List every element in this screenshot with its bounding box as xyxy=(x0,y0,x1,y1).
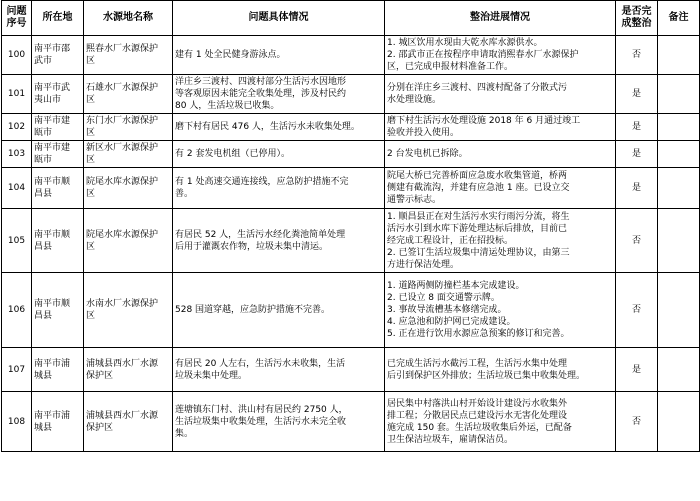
remarks-cell xyxy=(658,141,700,168)
issue-details-cell: 建有 1 处全民健身游泳点。 xyxy=(173,36,385,75)
header-completed: 是否完 成整治 xyxy=(616,1,658,36)
water-source-cell: 石雄水厂水源保护 区 xyxy=(84,75,173,114)
issue-number-cell: 103 xyxy=(2,141,32,168)
water-source-cell: 熙春水厂水源保护 区 xyxy=(84,36,173,75)
table-row xyxy=(2,209,700,273)
completed-cell: 否 xyxy=(616,273,658,348)
issue-details-cell: 莲塘镇东门村、洪山村有居民约 2750 人， 生活垃圾集中收集处理，生活污水未完全收 集。 xyxy=(173,392,385,452)
header-water-source: 水源地名称 xyxy=(84,1,173,36)
table-row xyxy=(2,392,700,452)
location-cell: 南平市顺 昌县 xyxy=(32,209,84,273)
water-source-cell: 院尾水库水源保护 区 xyxy=(84,168,173,209)
rectification-table xyxy=(1,0,700,452)
issue-number-cell: 107 xyxy=(2,348,32,392)
water-source-cell: 新区水厂水源保护 区 xyxy=(84,141,173,168)
issue-details-cell: 洋庄乡三渡村、四渡村部分生活污水因地形 等客观原因未能完全收集处理，涉及村民约 80 人，生活垃圾已收集。 xyxy=(173,75,385,114)
remarks-cell xyxy=(658,392,700,452)
remarks-cell xyxy=(658,209,700,273)
issue-details-cell: 528 国道穿越，应急防护措施不完善。 xyxy=(173,273,385,348)
remarks-cell xyxy=(658,36,700,75)
location-cell: 南平市武 夷山市 xyxy=(32,75,84,114)
issue-number-cell: 104 xyxy=(2,168,32,209)
completed-cell: 否 xyxy=(616,392,658,452)
issue-details-cell: 有 1 处高速交通连接线，应急防护措施不完 善。 xyxy=(173,168,385,209)
table-row xyxy=(2,348,700,392)
table-row xyxy=(2,168,700,209)
table-row xyxy=(2,75,700,114)
water-source-cell: 东门水厂水源保护 区 xyxy=(84,114,173,141)
issue-details-cell: 磨下村有居民 476 人，生活污水未收集处理。 xyxy=(173,114,385,141)
progress-cell: 1. 城区饮用水现由大乾水库水源供水。 2. 邵武市正在按程序申请取消熙春水厂水源保护 区，已完成申报材料准备工作。 xyxy=(385,36,616,75)
header-issue-details: 问题具体情况 xyxy=(173,1,385,36)
remarks-cell xyxy=(658,348,700,392)
water-source-cell: 浦城县西水厂水源 保护区 xyxy=(84,348,173,392)
table-row xyxy=(2,114,700,141)
issue-number-cell: 102 xyxy=(2,114,32,141)
issue-number-cell: 108 xyxy=(2,392,32,452)
water-source-cell: 浦城县西水厂水源 保护区 xyxy=(84,392,173,452)
progress-cell: 2 台发电机已拆除。 xyxy=(385,141,616,168)
location-cell: 南平市顺 昌县 xyxy=(32,273,84,348)
issue-details-cell: 有居民 20 人左右，生活污水未收集，生活 垃圾未集中处理。 xyxy=(173,348,385,392)
progress-cell: 居民集中村落洪山村开始设计建设污水收集外 排工程；分散居民点已建设污水无害化处理设 施完成 150 套。生活垃圾收集后外运，已配备 卫生保洁垃圾车，雇请保洁员。 xyxy=(385,392,616,452)
progress-cell: 1. 道路两侧防撞栏基本完成建设。 2. 已设立 8 面交通警示牌。 3. 事故导流槽基本修缮完成。 4. 应急池和防护网已完成建设。 5. 正在进行饮用水源应急预案的修订和完善。 xyxy=(385,273,616,348)
header-issue-number: 问题 序号 xyxy=(2,1,32,36)
header-remarks: 备注 xyxy=(658,1,700,36)
completed-cell: 是 xyxy=(616,114,658,141)
header-row xyxy=(2,1,700,36)
issue-number-cell: 106 xyxy=(2,273,32,348)
progress-cell: 1. 顺昌县正在对生活污水实行雨污分流，将生 活污水引到水库下游处理达标后排放，目前已 经完成工程设计，正在招投标。 2. 已签订生活垃圾集中清运处理协议，由第三 方进行保洁处理。 xyxy=(385,209,616,273)
location-cell: 南平市邵 武市 xyxy=(32,36,84,75)
issue-number-cell: 105 xyxy=(2,209,32,273)
remarks-cell xyxy=(658,168,700,209)
completed-cell: 是 xyxy=(616,348,658,392)
header-progress: 整治进展情况 xyxy=(385,1,616,36)
location-cell: 南平市顺 昌县 xyxy=(32,168,84,209)
location-cell: 南平市建 瓯市 xyxy=(32,141,84,168)
location-cell: 南平市建 瓯市 xyxy=(32,114,84,141)
water-source-cell: 水南水厂水源保护 区 xyxy=(84,273,173,348)
table-row xyxy=(2,36,700,75)
issue-details-cell: 有居民 52 人，生活污水经化粪池简单处理 后用于灌溉农作物，垃圾未集中清运。 xyxy=(173,209,385,273)
issue-number-cell: 100 xyxy=(2,36,32,75)
remarks-cell xyxy=(658,114,700,141)
remarks-cell xyxy=(658,75,700,114)
issue-details-cell: 有 2 套发电机组（已停用）。 xyxy=(173,141,385,168)
location-cell: 南平市浦 城县 xyxy=(32,348,84,392)
completed-cell: 否 xyxy=(616,209,658,273)
remarks-cell xyxy=(658,273,700,348)
progress-cell: 分别在洋庄乡三渡村、四渡村配备了分散式污 水处理设施。 xyxy=(385,75,616,114)
table-row xyxy=(2,141,700,168)
completed-cell: 是 xyxy=(616,141,658,168)
progress-cell: 磨下村生活污水处理设施 2018 年 6 月通过竣工 验收并投入使用。 xyxy=(385,114,616,141)
water-source-cell: 院尾水库水源保护 区 xyxy=(84,209,173,273)
progress-cell: 院尾大桥已完善桥面应急废水收集管道，桥两 侧建有截流沟，并建有应急池 1 座。已设立交 通警示标志。 xyxy=(385,168,616,209)
location-cell: 南平市浦 城县 xyxy=(32,392,84,452)
issue-number-cell: 101 xyxy=(2,75,32,114)
table-row xyxy=(2,273,700,348)
progress-cell: 已完成生活污水截污工程，生活污水集中处理 后引到保护区外排放；生活垃圾已集中收集处理。 xyxy=(385,348,616,392)
completed-cell: 是 xyxy=(616,75,658,114)
header-location: 所在地 xyxy=(32,1,84,36)
completed-cell: 是 xyxy=(616,168,658,209)
completed-cell: 否 xyxy=(616,36,658,75)
